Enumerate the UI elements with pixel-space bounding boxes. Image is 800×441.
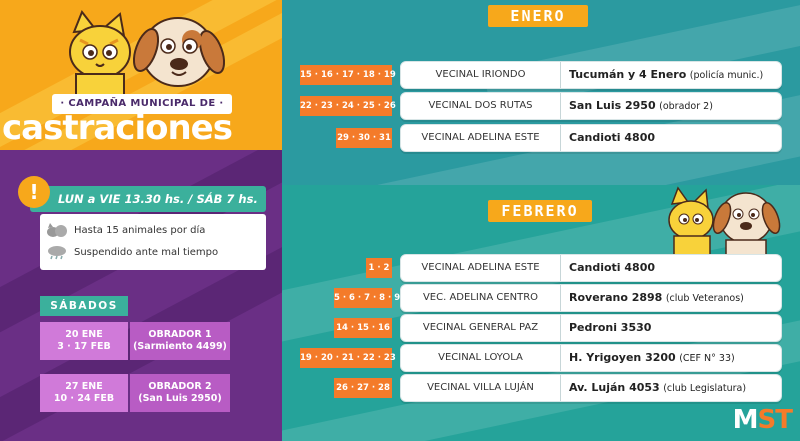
pets-illustration bbox=[62, 10, 232, 96]
days-badge: 5 · 6 · 7 · 8 · 9 bbox=[334, 288, 392, 308]
pets-illustration-small bbox=[664, 186, 784, 262]
weather-row bbox=[46, 242, 218, 262]
address-text: Tucumán y 4 Enero bbox=[569, 68, 687, 81]
schedule-row-card bbox=[400, 374, 782, 402]
saturday-date-line: 27 ENE bbox=[65, 381, 103, 392]
saturday-date-line: 3 · 17 FEB bbox=[57, 341, 111, 352]
address-cell bbox=[569, 345, 735, 371]
address-text: Candioti 4800 bbox=[569, 261, 656, 274]
schedule-row-card bbox=[400, 92, 782, 120]
month-title-enero: ENERO bbox=[488, 5, 588, 27]
days-badge: 22 · 23 · 24 · 25 · 26 bbox=[300, 96, 392, 116]
info-box bbox=[40, 214, 266, 270]
saturday-place-2 bbox=[130, 374, 230, 412]
weather-text: Suspendido ante mal tiempo bbox=[74, 246, 219, 258]
address-cell bbox=[569, 375, 746, 401]
address-text: Candioti 4800 bbox=[569, 131, 656, 144]
logo-text-b: ST bbox=[757, 405, 792, 435]
saturday-place: OBRADOR 2 bbox=[148, 381, 212, 392]
address-cell bbox=[569, 62, 763, 88]
alert-icon: ! bbox=[18, 176, 50, 208]
saturday-place-1 bbox=[130, 322, 230, 360]
days-badge: 29 · 30 · 31 bbox=[336, 128, 392, 148]
address-cell bbox=[569, 285, 744, 311]
address-text: Pedroni 3530 bbox=[569, 321, 652, 334]
address-text: San Luis 2950 bbox=[569, 99, 656, 112]
vecinal-name: VEC. ADELINA CENTRO bbox=[401, 285, 561, 311]
month-title-febrero: FEBRERO bbox=[488, 200, 592, 222]
days-badge: 1 · 2 bbox=[366, 258, 392, 278]
address-cell bbox=[569, 315, 651, 341]
address-note: (club Veteranos) bbox=[665, 293, 744, 304]
pets-silhouette-icon bbox=[46, 222, 68, 238]
address-text: H. Yrigoyen 3200 bbox=[569, 351, 676, 364]
address-cell bbox=[569, 255, 655, 281]
vecinal-name: VECINAL GENERAL PAZ bbox=[401, 315, 561, 341]
saturday-dates-1 bbox=[40, 322, 128, 360]
address-text: Roverano 2898 bbox=[569, 291, 663, 304]
address-note: (CEF N° 33) bbox=[679, 353, 735, 364]
saturday-date-line: 20 ENE bbox=[65, 329, 103, 340]
saturdays-title: SÁBADOS bbox=[40, 296, 128, 316]
vecinal-name: VECINAL LOYOLA bbox=[401, 345, 561, 371]
saturday-date-line: 10 · 24 FEB bbox=[53, 393, 115, 404]
saturday-address: (Sarmiento 4499) bbox=[133, 341, 227, 352]
limit-text: Hasta 15 animales por día bbox=[74, 224, 206, 236]
vecinal-name: VECINAL DOS RUTAS bbox=[401, 93, 561, 119]
left-panel bbox=[0, 0, 282, 441]
schedule-row-card bbox=[400, 61, 782, 89]
rain-cloud-icon bbox=[46, 244, 68, 260]
campaign-label: · CAMPAÑA MUNICIPAL DE · bbox=[52, 94, 232, 114]
days-badge: 15 · 16 · 17 · 18 · 19 bbox=[300, 65, 392, 85]
logo-text-a: M bbox=[732, 405, 758, 435]
vecinal-name: VECINAL ADELINA ESTE bbox=[401, 125, 561, 151]
schedule-row-card bbox=[400, 284, 782, 312]
limit-row bbox=[46, 220, 205, 240]
schedule-row-card bbox=[400, 314, 782, 342]
saturday-address: (San Luis 2950) bbox=[138, 393, 222, 404]
days-badge: 14 · 15 · 16 bbox=[334, 318, 392, 338]
days-badge: 19 · 20 · 21 · 22 · 23 bbox=[300, 348, 392, 368]
address-cell bbox=[569, 125, 655, 151]
hours-banner: LUN a VIE 13.30 hs. / SÁB 7 hs. bbox=[30, 186, 266, 212]
brand-logo bbox=[733, 405, 792, 435]
vecinal-name: VECINAL ADELINA ESTE bbox=[401, 255, 561, 281]
address-note: (club Legislatura) bbox=[663, 383, 747, 394]
schedule-row-card bbox=[400, 344, 782, 372]
page-title: castraciones bbox=[2, 108, 232, 148]
vecinal-name: VECINAL VILLA LUJÁN bbox=[401, 375, 561, 401]
vecinal-name: VECINAL IRIONDO bbox=[401, 62, 561, 88]
saturday-place: OBRADOR 1 bbox=[148, 329, 212, 340]
address-cell bbox=[569, 93, 713, 119]
schedule-row-card bbox=[400, 254, 782, 282]
schedule-row-card bbox=[400, 124, 782, 152]
days-badge: 26 · 27 · 28 bbox=[334, 378, 392, 398]
address-text: Av. Luján 4053 bbox=[569, 381, 660, 394]
address-note: (obrador 2) bbox=[659, 101, 713, 112]
saturday-dates-2 bbox=[40, 374, 128, 412]
address-note: (policía munic.) bbox=[689, 70, 764, 81]
